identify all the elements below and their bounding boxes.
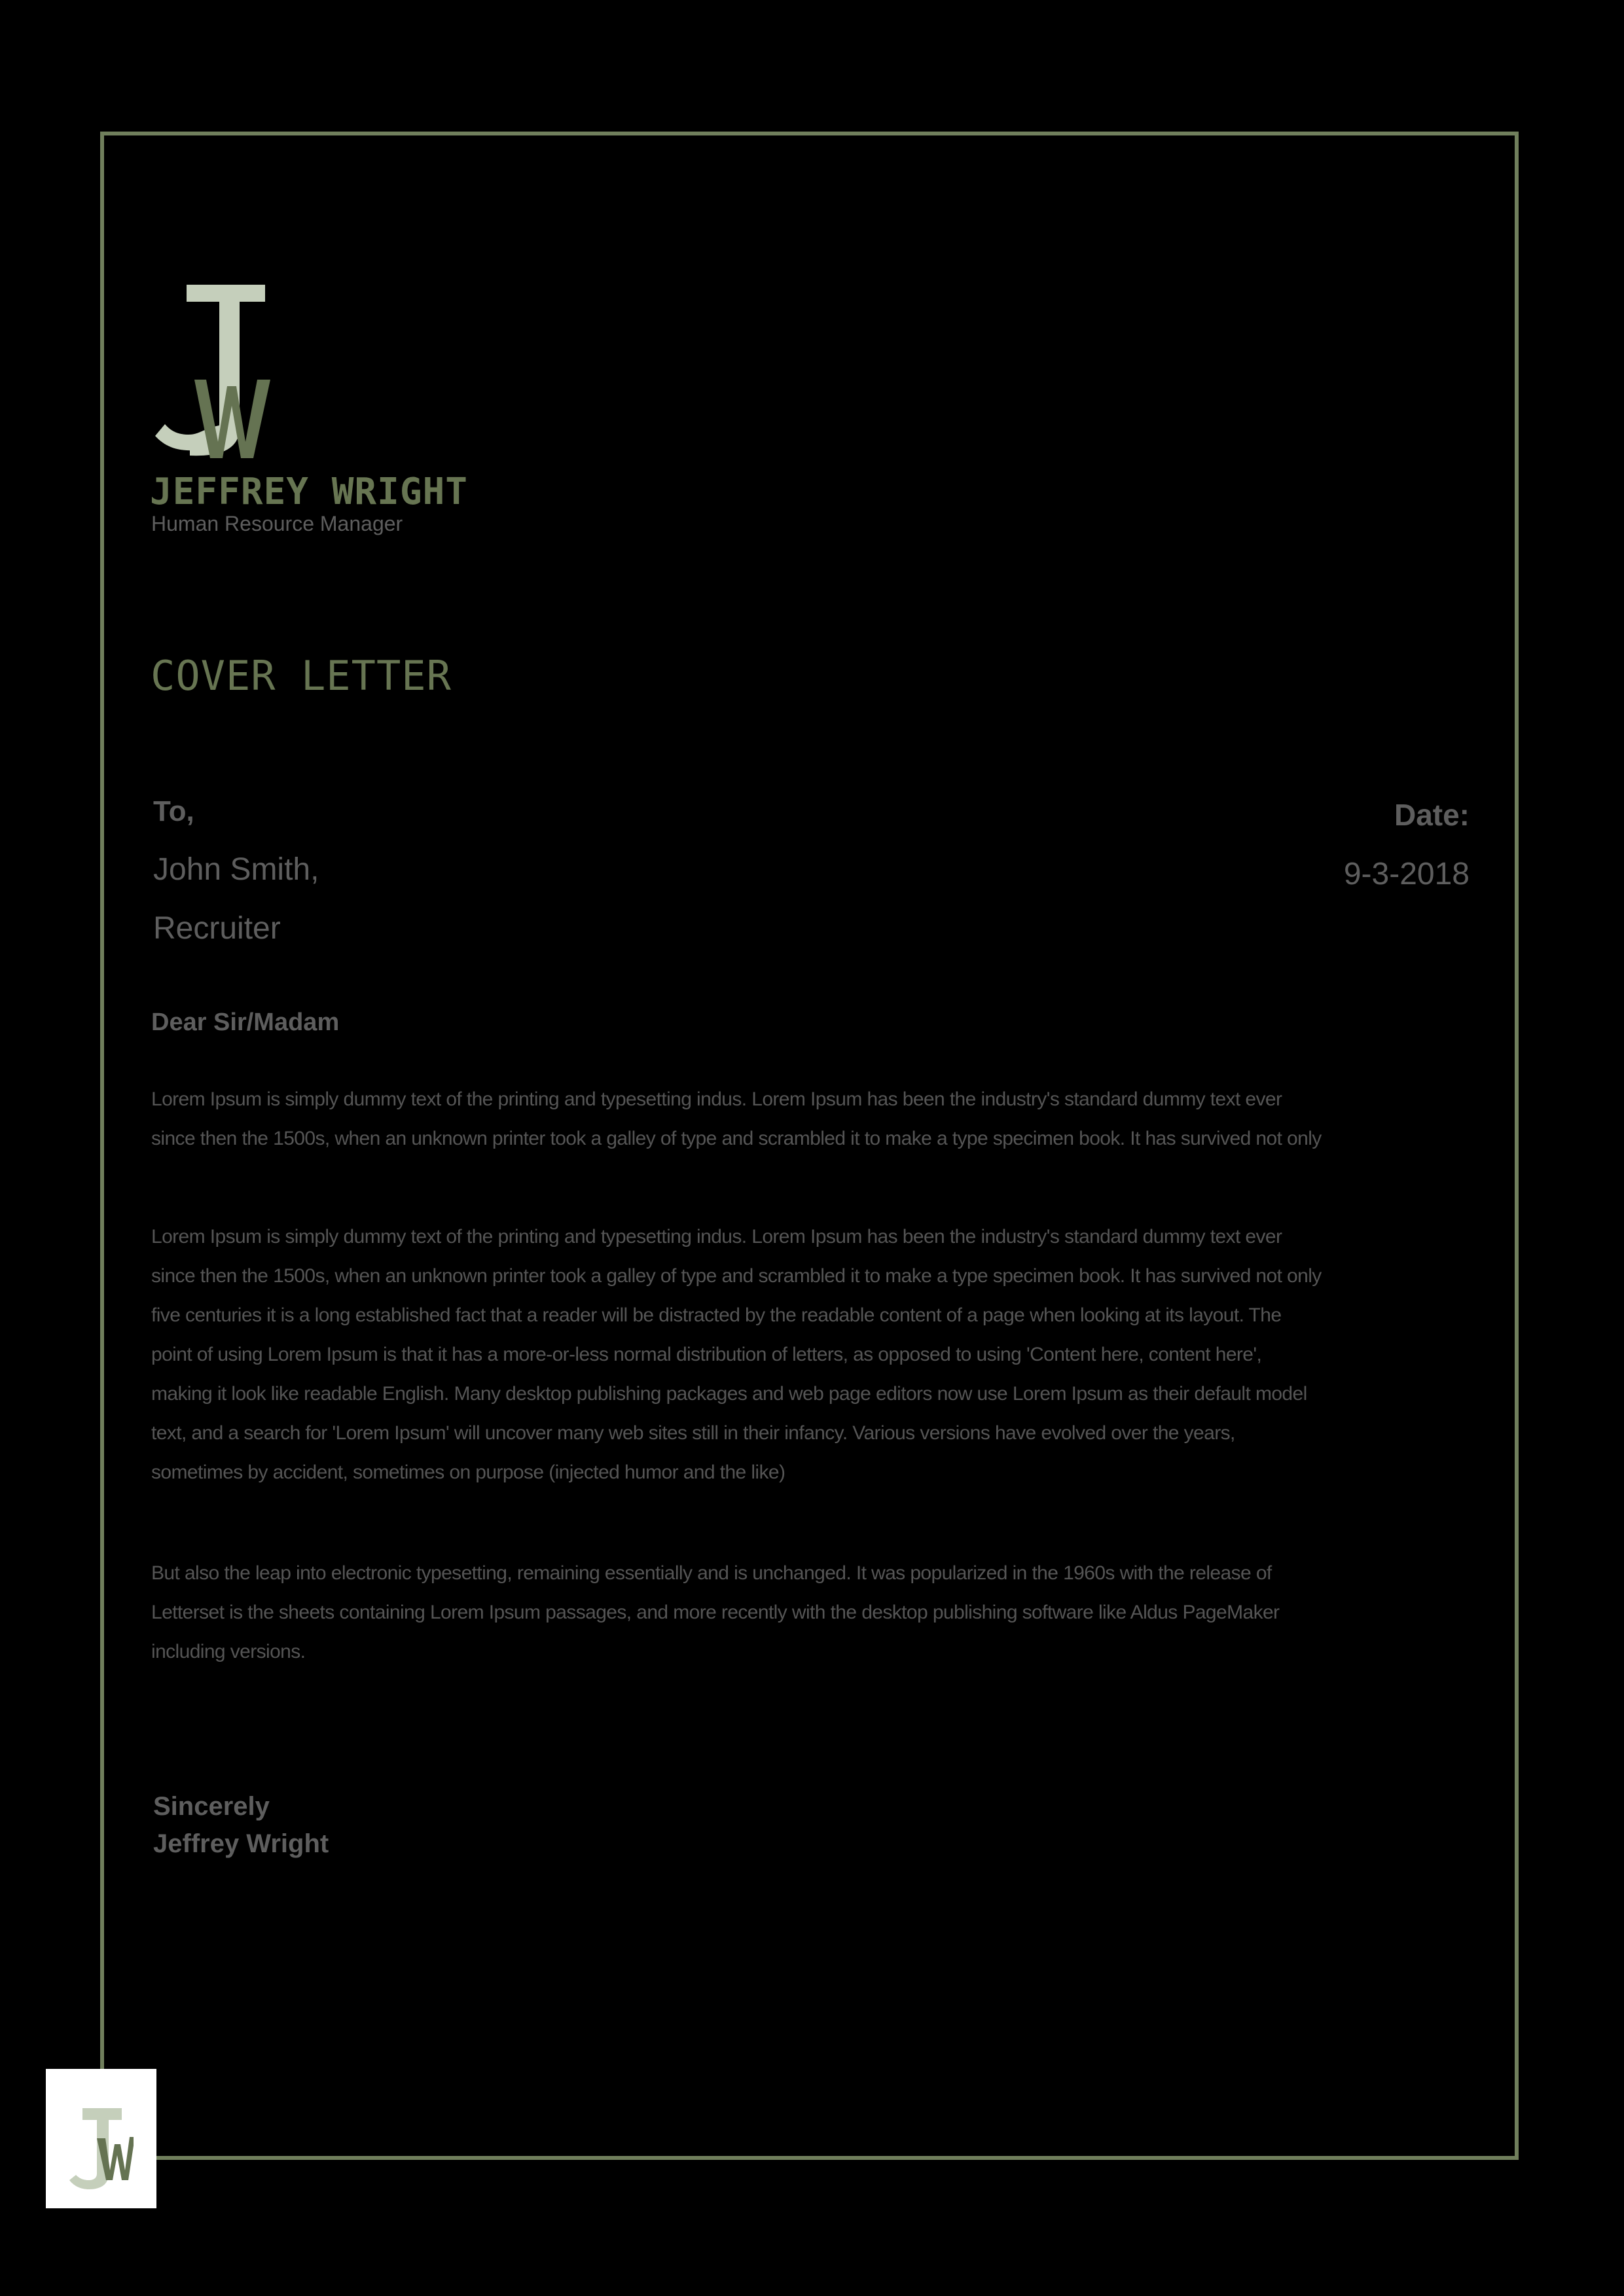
sender-job-title: Human Resource Manager [151, 512, 403, 535]
paragraph-line: But also the leap into electronic typesetting, remaining essentially and is unchanged. It was popularized in the 1960s with the release of [151, 1562, 1272, 1584]
paragraph-line: sometimes by accident, sometimes on purpose (injected humor and the like) [151, 1462, 785, 1483]
document-title: COVER LETTER [151, 652, 452, 700]
paragraph-line: point of using Lorem Ipsum is that it has a more-or-less normal distribution of letters, as opposed to using 'Content here, content here', [151, 1344, 1262, 1365]
paragraph-line: including versions. [151, 1641, 306, 1662]
date-label: Date: [1394, 798, 1470, 832]
jw-monogram-icon [68, 2108, 134, 2190]
paragraph-line: since then the 1500s, when an unknown printer took a galley of type and scrambled it to make a type specimen book. It has survived not only [151, 1128, 1322, 1149]
date-value: 9-3-2018 [1343, 857, 1470, 891]
body-paragraph-2 [151, 1217, 1500, 1492]
paragraph-line: Lorem Ipsum is simply dummy text of the printing and typesetting indus. Lorem Ipsum has been the industry's standard dummy text ever [151, 1226, 1282, 1247]
body-paragraph-1 [151, 1080, 1500, 1158]
paragraph-line: since then the 1500s, when an unknown printer took a galley of type and scrambled it to make a type specimen book. It has survived not only [151, 1265, 1322, 1287]
closing-valediction: Sincerely [153, 1792, 270, 1821]
paragraph-line: five centuries it is a long established fact that a reader will be distracted by the readable content of a page when looking at its layout. The [151, 1304, 1282, 1326]
paragraph-line: text, and a search for 'Lorem Ipsum' will uncover many web sites still in their infancy. Various versions have evolved over the years, [151, 1422, 1235, 1444]
monogram-badge [46, 2069, 156, 2208]
closing-signature: Jeffrey Wright [153, 1829, 329, 1858]
sender-name: JEFFREY WRIGHT [150, 471, 469, 513]
paragraph-line: Lorem Ipsum is simply dummy text of the printing and typesetting indus. Lorem Ipsum has been the industry's standard dummy text ever [151, 1088, 1282, 1110]
recipient-position: Recruiter [153, 911, 281, 946]
recipient-name: John Smith, [153, 852, 319, 887]
paragraph-line: Letterset is the sheets containing Lorem Ipsum passages, and more recently with the desktop publishing software like Aldus PageMaker [151, 1602, 1280, 1623]
jw-monogram-icon [151, 281, 281, 461]
paragraph-line: making it look like readable English. Many desktop publishing packages and web page editors now use Lorem Ipsum as their default model [151, 1383, 1307, 1405]
body-paragraph-3 [151, 1554, 1500, 1672]
recipient-label: To, [153, 795, 194, 827]
salutation: Dear Sir/Madam [151, 1009, 340, 1036]
